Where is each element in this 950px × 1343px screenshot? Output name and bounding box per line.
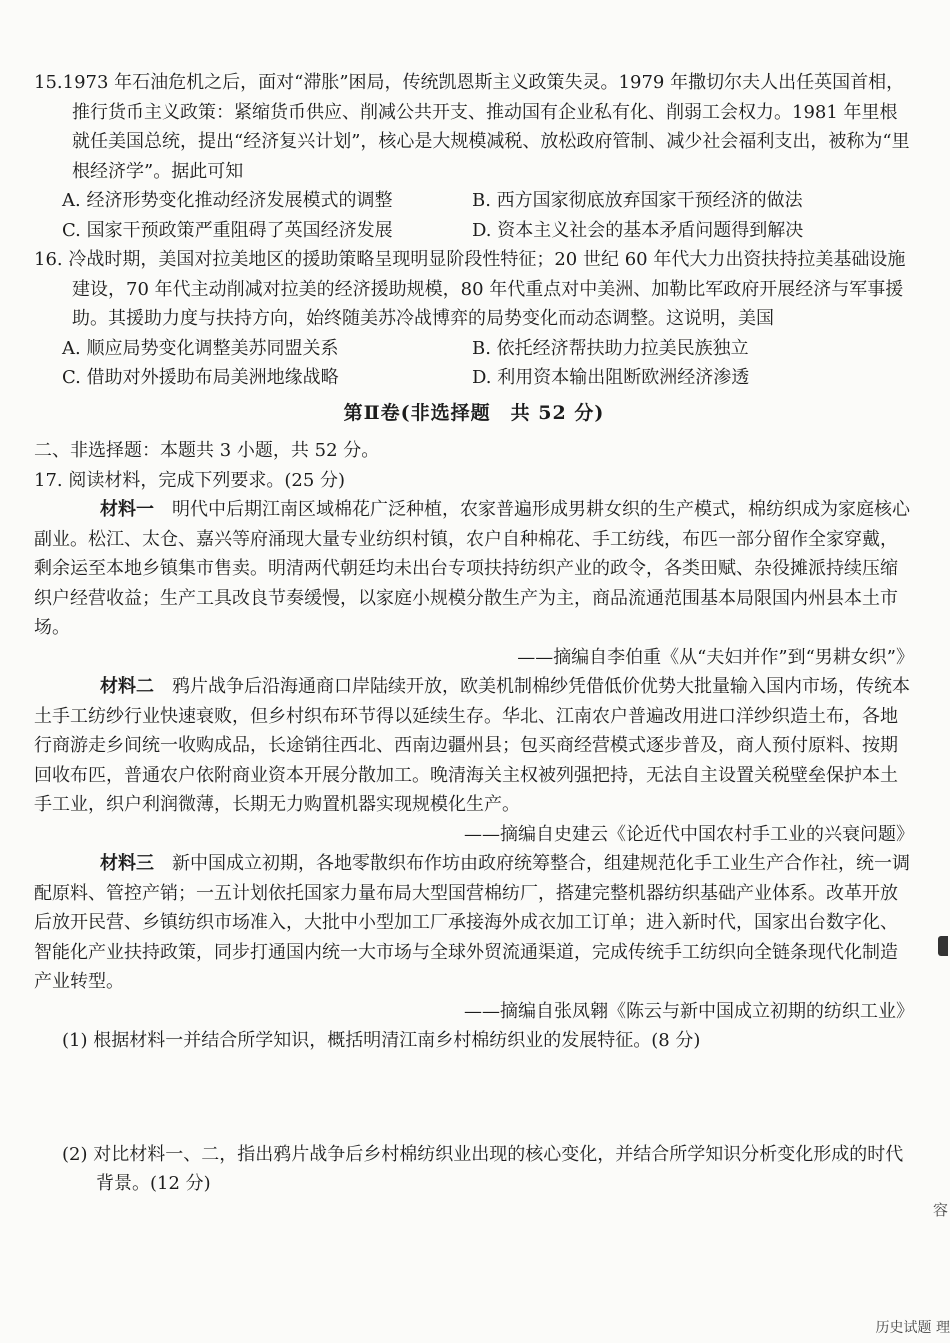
option-b[interactable]: B. 依托经济帮扶助力拉美民族独立 — [472, 337, 749, 359]
exam-page — [34, 68, 914, 1199]
question-15-options — [34, 186, 914, 245]
material-source: ——摘编自史建云《论近代中国农村手工业的兴衰问题》 — [464, 823, 914, 845]
sub-question-1: (1) 根据材料一并结合所学知识，概括明清江南乡村棉纺织业的发展特征。(8 分) — [62, 1030, 701, 1051]
sub-question-2: (2) 对比材料一、二，指出鸦片战争后乡村棉纺织业出现的核心变化，并结合所学知识分析变化形成的时代背景。(12 分) — [62, 1143, 904, 1194]
question-15 — [34, 68, 914, 245]
answer-space[interactable] — [34, 1056, 914, 1140]
option-a[interactable]: A. 顺应局势变化调整美苏同盟关系 — [62, 337, 339, 359]
footer-label: 历史试题 理 — [875, 1319, 950, 1336]
material-text: 明代中后期江南区域棉花广泛种植，农家普遍形成男耕女织的生产模式，棉纺织成为家庭核心副业。松江、太仓、嘉兴等府涌现大量专业纺织村镇，农户自种棉花、手工纺线，布匹一部分留作全家穿戴，剩余运至本地乡镇集市售卖。明清两代朝廷均未出台专项扶持纺织产业的政令，各类田赋、杂役摊派持续压缩织户经营收益；生产工具改良节奏缓慢，以家庭小规模分散生产为主，商品流通范围基本局限国内州县本土市场。 — [34, 499, 910, 638]
option-c[interactable]: C. 借助对外援助布局美洲地缘战略 — [62, 367, 339, 388]
page-edge-mark — [938, 936, 948, 956]
material-3 — [34, 849, 914, 997]
question-16-options — [34, 334, 914, 393]
section-intro: 二、非选择题：本题共 3 小题，共 52 分。 — [34, 440, 380, 461]
material-text: 新中国成立初期，各地零散织布作坊由政府统筹整合，组建规范化手工业生产合作社，统一调配原料、管控产销；一五计划依托国家力量布局大型国营棉纺厂，搭建完整机器纺织基础产业体系。改革开放后放开民营、乡镇纺织市场准入，大批中小型加工厂承接海外成衣加工订单；进入新时代，国家出台数字化、智能化产业扶持政策，同步打通国内统一大市场与全球外贸流通渠道，完成传统手工纺织向全链条现代化制造产业转型。 — [34, 853, 910, 992]
material-text: 鸦片战争后沿海通商口岸陆续开放，欧美机制棉纱凭借低价优势大批量输入国内市场，传统本土手工纺纱行业快速衰败，但乡村织布环节得以延续生存。华北、江南农户普遍改用进口洋纱织造土布，各地行商游走乡间统一收购成品，长途销往西北、西南边疆州县；包买商经营模式逐步普及，商人预付原料、按期回收布匹，普通农户依附商业资本开展分散加工。晚清海关主权被列强把持，无法自主设置关税壁垒保护本土手工业，织户利润微薄，长期无力购置机器实现规模化生产。 — [34, 676, 910, 815]
material-label: 材料三 — [100, 853, 154, 874]
material-label: 材料一 — [100, 499, 154, 520]
material-source: ——摘编自李伯重《从“夫妇并作”到“男耕女织”》 — [517, 646, 914, 668]
material-1 — [34, 495, 914, 643]
material-2 — [34, 672, 914, 820]
option-d[interactable]: D. 利用资本输出阻断欧洲经济渗透 — [472, 367, 750, 388]
option-c[interactable]: C. 国家干预政策严重阻碍了英国经济发展 — [62, 219, 393, 241]
question-16-stem: 16. 冷战时期，美国对拉美地区的援助策略呈现明显阶段性特征；20 世纪 60 年代大力出资扶持拉美基础设施建设，70 年代主动削减对拉美的经济援助规模，80 年代重点对中美洲、加勒比军政府开展经济与军事援助。其援助力度与扶持方向，始终随美苏冷战博弈的局势变化而动态调整。这说明，美国 — [34, 249, 906, 329]
question-16 — [34, 245, 914, 393]
option-b[interactable]: B. 西方国家彻底放弃国家干预经济的做法 — [472, 190, 803, 211]
material-source: ——摘编自张凤翱《陈云与新中国成立初期的纺织工业》 — [464, 1000, 914, 1022]
question-17 — [34, 466, 914, 1199]
material-label: 材料二 — [100, 676, 154, 697]
section-title: 第Ⅱ卷(非选择题 共 52 分) — [343, 401, 605, 424]
question-17-heading: 17. 阅读材料，完成下列要求。(25 分) — [34, 469, 346, 491]
margin-char: 容 — [932, 1201, 948, 1219]
question-15-stem: 15.1973 年石油危机之后，面对“滞胀”困局，传统凯恩斯主义政策失灵。1979 年撒切尔夫人出任英国首相，推行货币主义政策：紧缩货币供应、削减公共开支、推动国有企业私有化、削弱工会权力。1981 年里根就任美国总统，提出“经济复兴计划”，核心是大规模减税、放松政府管制、减少社会福利支出，被称为“里根经济学”。据此可知 — [34, 72, 910, 182]
option-d[interactable]: D. 资本主义社会的基本矛盾问题得到解决 — [472, 219, 804, 241]
option-a[interactable]: A. 经济形势变化推动经济发展模式的调整 — [62, 190, 393, 211]
